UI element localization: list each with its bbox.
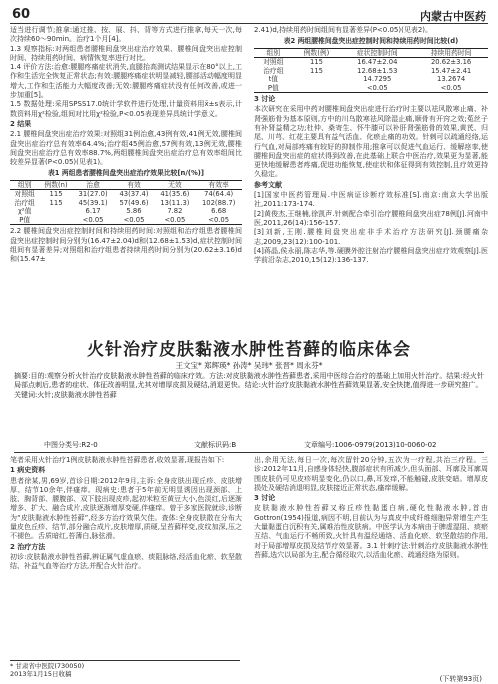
table2 <box>254 48 488 94</box>
table-cell: 45(39.1) <box>78 198 108 207</box>
reference-item: [2]黄俊杰,王继楠,徐凯声.针刺配合牵引治疗腰椎间盘突出症78例[J].河南中医,2011,26(14):156-157. <box>254 209 488 227</box>
table-cell: <0.05 <box>154 216 195 225</box>
table-row <box>10 199 242 208</box>
divider <box>14 452 484 453</box>
table-header-cell: 有效率 <box>195 180 242 190</box>
table-row <box>254 84 488 93</box>
paragraph: 出,余用无法,每日一次,每次留针20分钟,五次为一疗程,共治三疗程。三诊:2012年11月,自感身体轻快,腹部症状有所减少,但头面部、耳廓及耳廓周围皮肤仍可见皮疹明显变化,仍以口,鼻,耳发痒,不能触碰,皮肤变暗。增厚皮损处及硬结消退明显,皮肤接近正常状态,瘙痒缓解。 <box>254 456 488 492</box>
table-cell <box>293 75 341 84</box>
section-heading: 3 讨论 <box>254 494 276 503</box>
table-header-cell: 症状控制时间 <box>340 48 414 58</box>
table-cell: 对照组 <box>14 190 35 199</box>
table-cell: 13(11.3) <box>160 198 190 207</box>
paragraph: 患者徐某,男,69岁,首诊日期:2012年9月,主诉:全身皮肤出现丘疹、皮肤增厚、结节10余年,伴瘙痒。现病史:患者于5年前无明显诱因出现颈部、上肢、胸背部、腰腹部、双下肢出现皮疹,起初米粒至黄豆大小,色淡红,后逐渐增多、扩大、融合成片,皮肤逐渐增厚变硬,伴瘙痒。曾于多家医院就诊,诊断为“皮肤黏液水肿性苔藓”,经多方治疗效果欠佳。查体:全身皮肤散在分布大量皮色丘疹、结节,部分融合成片,皮肤增厚,质硬,呈苔藓样变,皮纹加深,压之不褪色。舌质暗红,苔薄白,脉弦滑。 <box>10 476 242 541</box>
table-cell: 6.17 <box>85 207 101 216</box>
page-number: 60 <box>12 7 31 22</box>
keywords: 关键词:火针;皮肤黏液水肿性苔藓 <box>14 390 117 399</box>
reference-item: [3]刘新,王刚.腰椎间盘突出症非手术治疗方法研究[J].颈腰痛杂志,2009,23(12):100-101. <box>254 228 488 246</box>
table-cell: 102(88.7) <box>201 198 236 207</box>
table-cell: 31(27.0) <box>78 190 108 199</box>
table-header-cell: 无效 <box>154 180 195 190</box>
table-cell: P值 <box>10 216 39 225</box>
table-cell: 治疗组 <box>14 198 35 207</box>
paragraph: 皮肤黏液水肿性苔藓又称丘疹性黏蛋白病,硬化性黏液水肿,首由Gottron(1954)报道,病因不明,目前认为与真皮中成纤维细胞异常增生产生大量黏蛋白沉积有关,属难治性皮肤病。中医学认为本病由于脾虚湿阻、痰瘀互结、气血运行不畅所致,火针具有温经通络、活血化瘀、软坚散结的作用,对于局部增厚皮损及结节疗效显著。3.1 针刺疗法:针刺治疗皮肤黏液水肿性苔藓,选穴以局部为主,配合循经取穴,以活血化瘀、疏通经络为原则。 <box>254 504 488 559</box>
table-row <box>10 207 242 216</box>
table-cell: 43(37.4) <box>119 190 149 199</box>
table-cell: 41(35.6) <box>160 190 190 199</box>
article-title: 火针治疗皮肤黏液水肿性苔藓的临床体会 <box>87 340 411 360</box>
table-cell: <0.05 <box>73 216 114 225</box>
reference-item: [1]国家中医药管理局.中医病证诊断疗效标准[S].南京:南京大学出版社,2011:173-174. <box>254 191 488 209</box>
table-cell: <0.05 <box>114 216 155 225</box>
table-cell: 74(64.4) <box>204 190 234 199</box>
paragraph: 1.3 观察指标:对两组患者腰椎间盘突出症治疗效果、腰椎间盘突出症控制时间、持续用药时间、病情恢复率进行对比。 <box>10 44 242 62</box>
table-header-cell: 组别 <box>10 180 39 190</box>
table-cell: 12.68±1.53 <box>357 66 398 75</box>
section-heading: 1 病史资料 <box>10 466 46 475</box>
section-heading: 2 结果 <box>10 119 32 128</box>
table-row <box>254 67 488 76</box>
table-header-row <box>254 48 488 58</box>
table-cell: 6.68 <box>211 207 227 216</box>
table-row <box>254 58 488 67</box>
table-cell: 13.2674 <box>437 75 466 84</box>
table-cell: <0.05 <box>414 84 488 93</box>
abstract-block <box>14 372 484 400</box>
received-date: 2013年1月15日收稿 <box>10 670 72 679</box>
paragraph: 本次研究在采用中药对腰椎间盘突出症进行治疗时主要以祛风散寒止痛、补肾强筋骨为基本原则,方中的川乌散寒祛风除湿止痛,顺骨有开窍之效;菟丝子有补肾益精之功;杜仲、桑寄生、怀牛膝可以补肝肾强筋骨的效果,黄芪、归尾、川芎、红花主要具有益气活血、化瘀止痛的功效。针刺可以疏通经络,运行气血,对局部疼痛有较好的抑制作用;推拿可以促进气血运行、缓解痉挛,使腰椎间盘突出症的症状得到改善,在此基础上联合中医治疗,效果更为显著,能更快地缓解患者疼痛,促进功能恢复,使症状和体征得到有效控制,且疗效更持久稳定。 <box>254 105 488 179</box>
right-column-upper <box>254 26 488 326</box>
table-header-cell: 治愈 <box>73 180 114 190</box>
continued-note: (下转第93页) <box>439 675 482 683</box>
paragraph: 1.4 评价方法:治愈:腰腿疼痛症状消失,直腿抬高测试结果显示在80°以上,工作和生活完全恢复正常状态;有效:腰腿疼痛症状明显减轻,腰部活动幅度明显增大,工作和生活能力大幅度改善;无效:腰腿疼痛症状没有任何改善,或进一步加重[5]。 <box>10 63 242 100</box>
paragraph: 初诊:皮肤黏液水肿性苔藓,辨证属气虚血瘀、痰阻脉络,经活血化瘀、软坚散结、补益气血等治疗方法,并配合火针治疗。 <box>10 552 242 571</box>
article-authors: 王文宝* 郑辉瑛* 孙涛* 吴玮* 张晋* 周永芬* <box>175 361 323 370</box>
table-cell: 7.82 <box>167 207 183 216</box>
table-header-cell: 有效 <box>114 180 155 190</box>
abstract-text: 摘要:目的:观察分析火针治疗皮肤黏液水肿性苔藓的临床疗效。方法:对皮肤黏液水肿性苔藓患者,采用中医综合治疗的基础上加用火针治疗。结果:经火针局部点刺后,患者的症状、体征改善明显,尤其对增厚皮损及硬结,消退更快。结论:火针治疗皮肤黏液水肿性苔藓效果显著,安全快捷,值得进一步研究推广。 <box>14 372 484 390</box>
doc-code: 文献标识码:B <box>194 441 237 449</box>
table-header-cell: 例数(例) <box>293 48 341 58</box>
table-row <box>10 190 242 199</box>
table-cell <box>39 216 72 225</box>
table-cell <box>293 84 341 93</box>
table-header-row <box>10 180 242 190</box>
table-cell: 治疗组 <box>263 66 284 75</box>
table-cell: χ²值 <box>18 207 32 216</box>
clc-number: 中图分类号:R2-0 <box>44 441 98 449</box>
table-cell: 115 <box>310 66 323 75</box>
table-cell: 15.47±2.41 <box>430 66 472 75</box>
paragraph: 笔者采用火针治疗1例皮肤黏液水肿性苔藓患者,收效显著,现报告如下: <box>10 456 225 464</box>
table-header-cell: 持续用药时间 <box>414 48 488 58</box>
table-cell: t值 <box>268 75 279 84</box>
table-row <box>254 75 488 84</box>
paragraph: 1.5 数据处理:采用SPSS17.0统计学软件进行处理,计量资料用x̄±s表示,计数资料用χ²检验,组间对比用χ²检验,P<0.05表现差异具统计学意义。 <box>10 100 242 118</box>
table-header-cell: 例数(n) <box>39 180 72 190</box>
paragraph: 2.2 腰椎间盘突出症控制时间和持续用药时间:对照组和治疗组患者腰椎间盘突出症控制时间分别为(16.47±2.04)d和(12.68±1.53)d,症状控制时间组间有显著差异;对照组和治疗组患者持续用药时间分别为(20.62±3.16)d和(15.47± <box>10 227 242 264</box>
reference-item: [4]蒋晶,侯永丽,陈志华,等.硬膜外腔注射治疗腰椎间盘突出症疗效观察[J].医学前沿杂志,2010,15(12):136-137. <box>254 246 488 265</box>
journal-name: 内蒙古中医药 <box>420 10 486 23</box>
table-cell: 16.47±2.04 <box>357 58 398 67</box>
table1-caption: 表1 两组患者腰椎间盘突出症治疗效果比较[n/(%)] <box>48 169 204 178</box>
table-header-cell: 组别 <box>254 48 293 58</box>
section-heading: 3 讨论 <box>254 95 276 104</box>
table-cell: <0.05 <box>340 84 414 93</box>
article-number: 文章编号:1006-0979(2013)10-0060-02 <box>304 441 437 449</box>
table-cell: 对照组 <box>263 58 284 67</box>
paragraph: 2.41)d,持续用药时间组间有显著差异(P<0.05)(见表2)。 <box>254 26 433 34</box>
paragraph: 2.1 腰椎间盘突出症治疗效果:对照组31例治愈,43例有效,41例无效,腰椎间盘突出症治疗总有效率64.4%;治疗组45例治愈,57例有效,13例无效,腰椎间盘突出症治疗总有效率88.7%,两组腰椎间盘突出症治疗总有效率组间比较差异显著(P<0.05)(见表1)。 <box>10 130 242 167</box>
section-heading: 2 治疗方法 <box>10 542 46 551</box>
page-header <box>10 6 488 24</box>
table-cell <box>39 207 72 216</box>
table-cell: 115 <box>49 198 63 207</box>
table-cell: 57(49.6) <box>119 198 149 207</box>
left-column-upper <box>10 26 242 326</box>
table-cell: 5.86 <box>126 207 142 216</box>
table-row <box>10 216 242 225</box>
table-cell: P值 <box>254 84 293 93</box>
table-cell: <0.05 <box>195 216 242 225</box>
footnote <box>10 660 240 679</box>
affiliation: * 甘肃省中医院(730050) <box>10 662 85 670</box>
table-cell: 20.62±3.16 <box>430 58 472 67</box>
table-cell: 14.7295 <box>363 75 392 84</box>
right-column-lower <box>254 456 488 670</box>
left-column-lower <box>10 456 242 656</box>
references-heading: 参考文献 <box>254 180 282 189</box>
paragraph: 适当进行调节;推拿:通过推、按、展、抖、背等方式进行推拿,每天一次,每次持续60～90min。治疗1个月[4]。 <box>10 26 242 44</box>
table-cell: 115 <box>49 190 63 199</box>
table2-caption: 表2 两组腰椎间盘突出症控制时间和持续用药时间比较(d) <box>283 37 459 46</box>
table-cell: 115 <box>310 58 323 67</box>
table1 <box>10 180 242 226</box>
